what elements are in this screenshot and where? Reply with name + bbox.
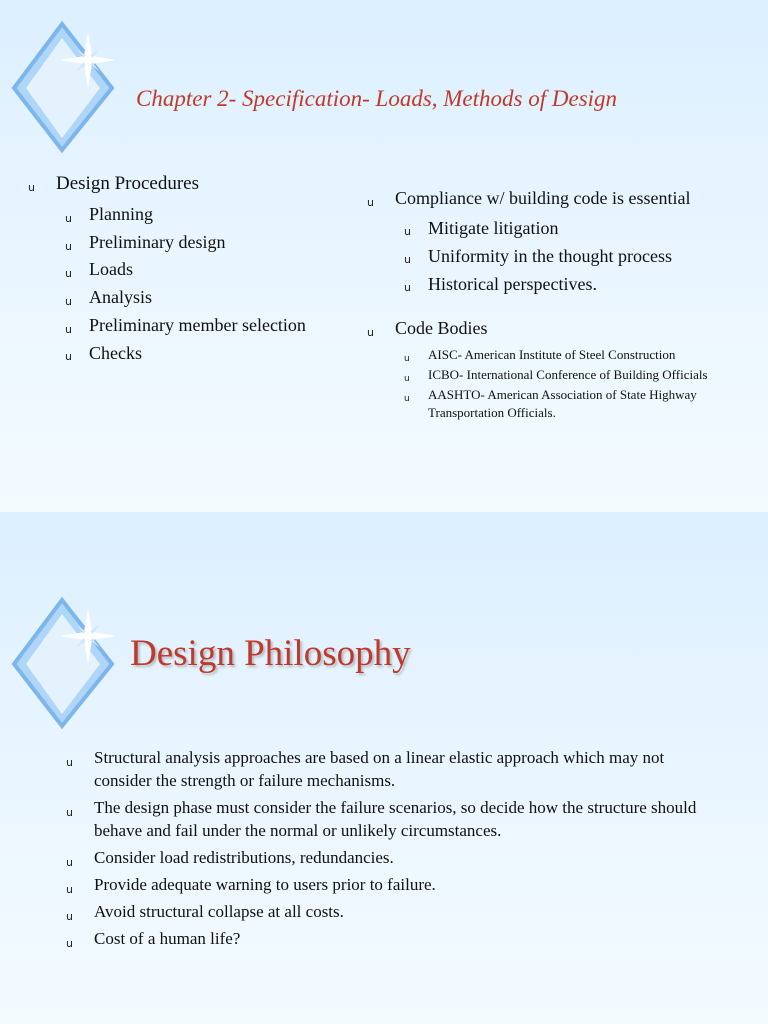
list-item xyxy=(65,256,356,284)
bullet-icon: u xyxy=(65,211,72,225)
list-item xyxy=(65,201,356,229)
list-item-text: Analysis xyxy=(89,287,152,308)
list-item-text: Historical perspectives. xyxy=(428,274,597,294)
bullet-icon: u xyxy=(65,267,72,281)
list-item-text: Checks xyxy=(89,342,142,363)
bullet-icon: u xyxy=(404,394,410,405)
bullet-icon: u xyxy=(66,909,73,923)
list-item xyxy=(404,214,735,242)
bullet-icon: u xyxy=(66,805,73,819)
list-item xyxy=(65,284,356,312)
list-item xyxy=(367,317,735,422)
bullet-icon: u xyxy=(404,374,410,385)
list-item xyxy=(404,242,735,270)
list-item-text: The design phase must consider the failure scenarios, so decide how the structure should behave and fail under the normal or unlikely circumstances. xyxy=(94,798,697,840)
list-item xyxy=(66,796,714,842)
list-heading: Code Bodies xyxy=(395,318,488,338)
list-item-text: Provide adequate warning to users prior to failure. xyxy=(94,875,436,894)
list-item-text: Loads xyxy=(89,259,133,280)
list-heading: Design Procedures xyxy=(56,173,199,194)
list-item-text: Preliminary design xyxy=(89,231,226,252)
list-item-text: Mitigate litigation xyxy=(428,218,559,238)
list-item xyxy=(28,172,356,367)
list-item xyxy=(65,229,356,257)
list-item xyxy=(404,270,735,298)
bullet-icon: u xyxy=(66,855,73,869)
bullet-icon: u xyxy=(65,294,72,308)
bullet-icon: u xyxy=(404,280,411,294)
list-item-text: ICBO- International Conference of Building Officials xyxy=(428,367,708,382)
bullet-icon: u xyxy=(65,322,72,336)
design-philosophy-list xyxy=(66,746,714,954)
sparkle-diamond-icon xyxy=(0,0,150,160)
list-item-text: Structural analysis approaches are based on a linear elastic approach which may not consider the strength or failure mechanisms. xyxy=(94,748,665,790)
list-item xyxy=(65,340,356,368)
bullet-icon: u xyxy=(65,239,72,253)
list-item-text: AISC- American Institute of Steel Construction xyxy=(428,347,676,362)
list-item-text: AASHTO- American Association of State Highway Transportation Officials. xyxy=(428,387,697,420)
design-procedures-column xyxy=(28,172,356,367)
list-item xyxy=(404,346,728,365)
bullet-icon: u xyxy=(65,350,72,364)
sparkle-diamond-icon xyxy=(0,592,150,752)
list-item-text: Uniformity in the thought process xyxy=(428,246,672,266)
list-item-text: Preliminary member selection xyxy=(89,314,306,335)
list-item xyxy=(65,312,356,340)
list-item xyxy=(66,746,714,792)
list-item-text: Avoid structural collapse at all costs. xyxy=(94,902,344,921)
list-item xyxy=(404,366,728,385)
bullet-icon: u xyxy=(66,882,73,896)
list-item xyxy=(367,187,735,298)
slide-title: Design Philosophy xyxy=(130,633,411,674)
bullet-icon: u xyxy=(66,755,73,769)
list-item-text: Planning xyxy=(89,204,154,224)
bullet-icon: u xyxy=(28,180,35,194)
list-item xyxy=(66,873,714,896)
bullet-icon: u xyxy=(367,325,374,339)
list-item-text: Consider load redistributions, redundancies. xyxy=(94,848,394,867)
list-item xyxy=(66,846,714,869)
bullet-icon: u xyxy=(404,224,411,238)
list-item xyxy=(404,386,728,422)
bullet-icon: u xyxy=(367,195,374,209)
list-item xyxy=(66,927,714,950)
list-item xyxy=(66,900,714,923)
bullet-icon: u xyxy=(66,936,73,950)
bullet-icon: u xyxy=(404,354,410,365)
bullet-icon: u xyxy=(404,252,411,266)
list-item-text: Cost of a human life? xyxy=(94,929,241,948)
code-compliance-column xyxy=(367,187,735,424)
slide-title: Chapter 2- Specification- Loads, Methods of Design xyxy=(136,86,618,111)
list-heading: Compliance w/ building code is essential xyxy=(395,188,691,208)
